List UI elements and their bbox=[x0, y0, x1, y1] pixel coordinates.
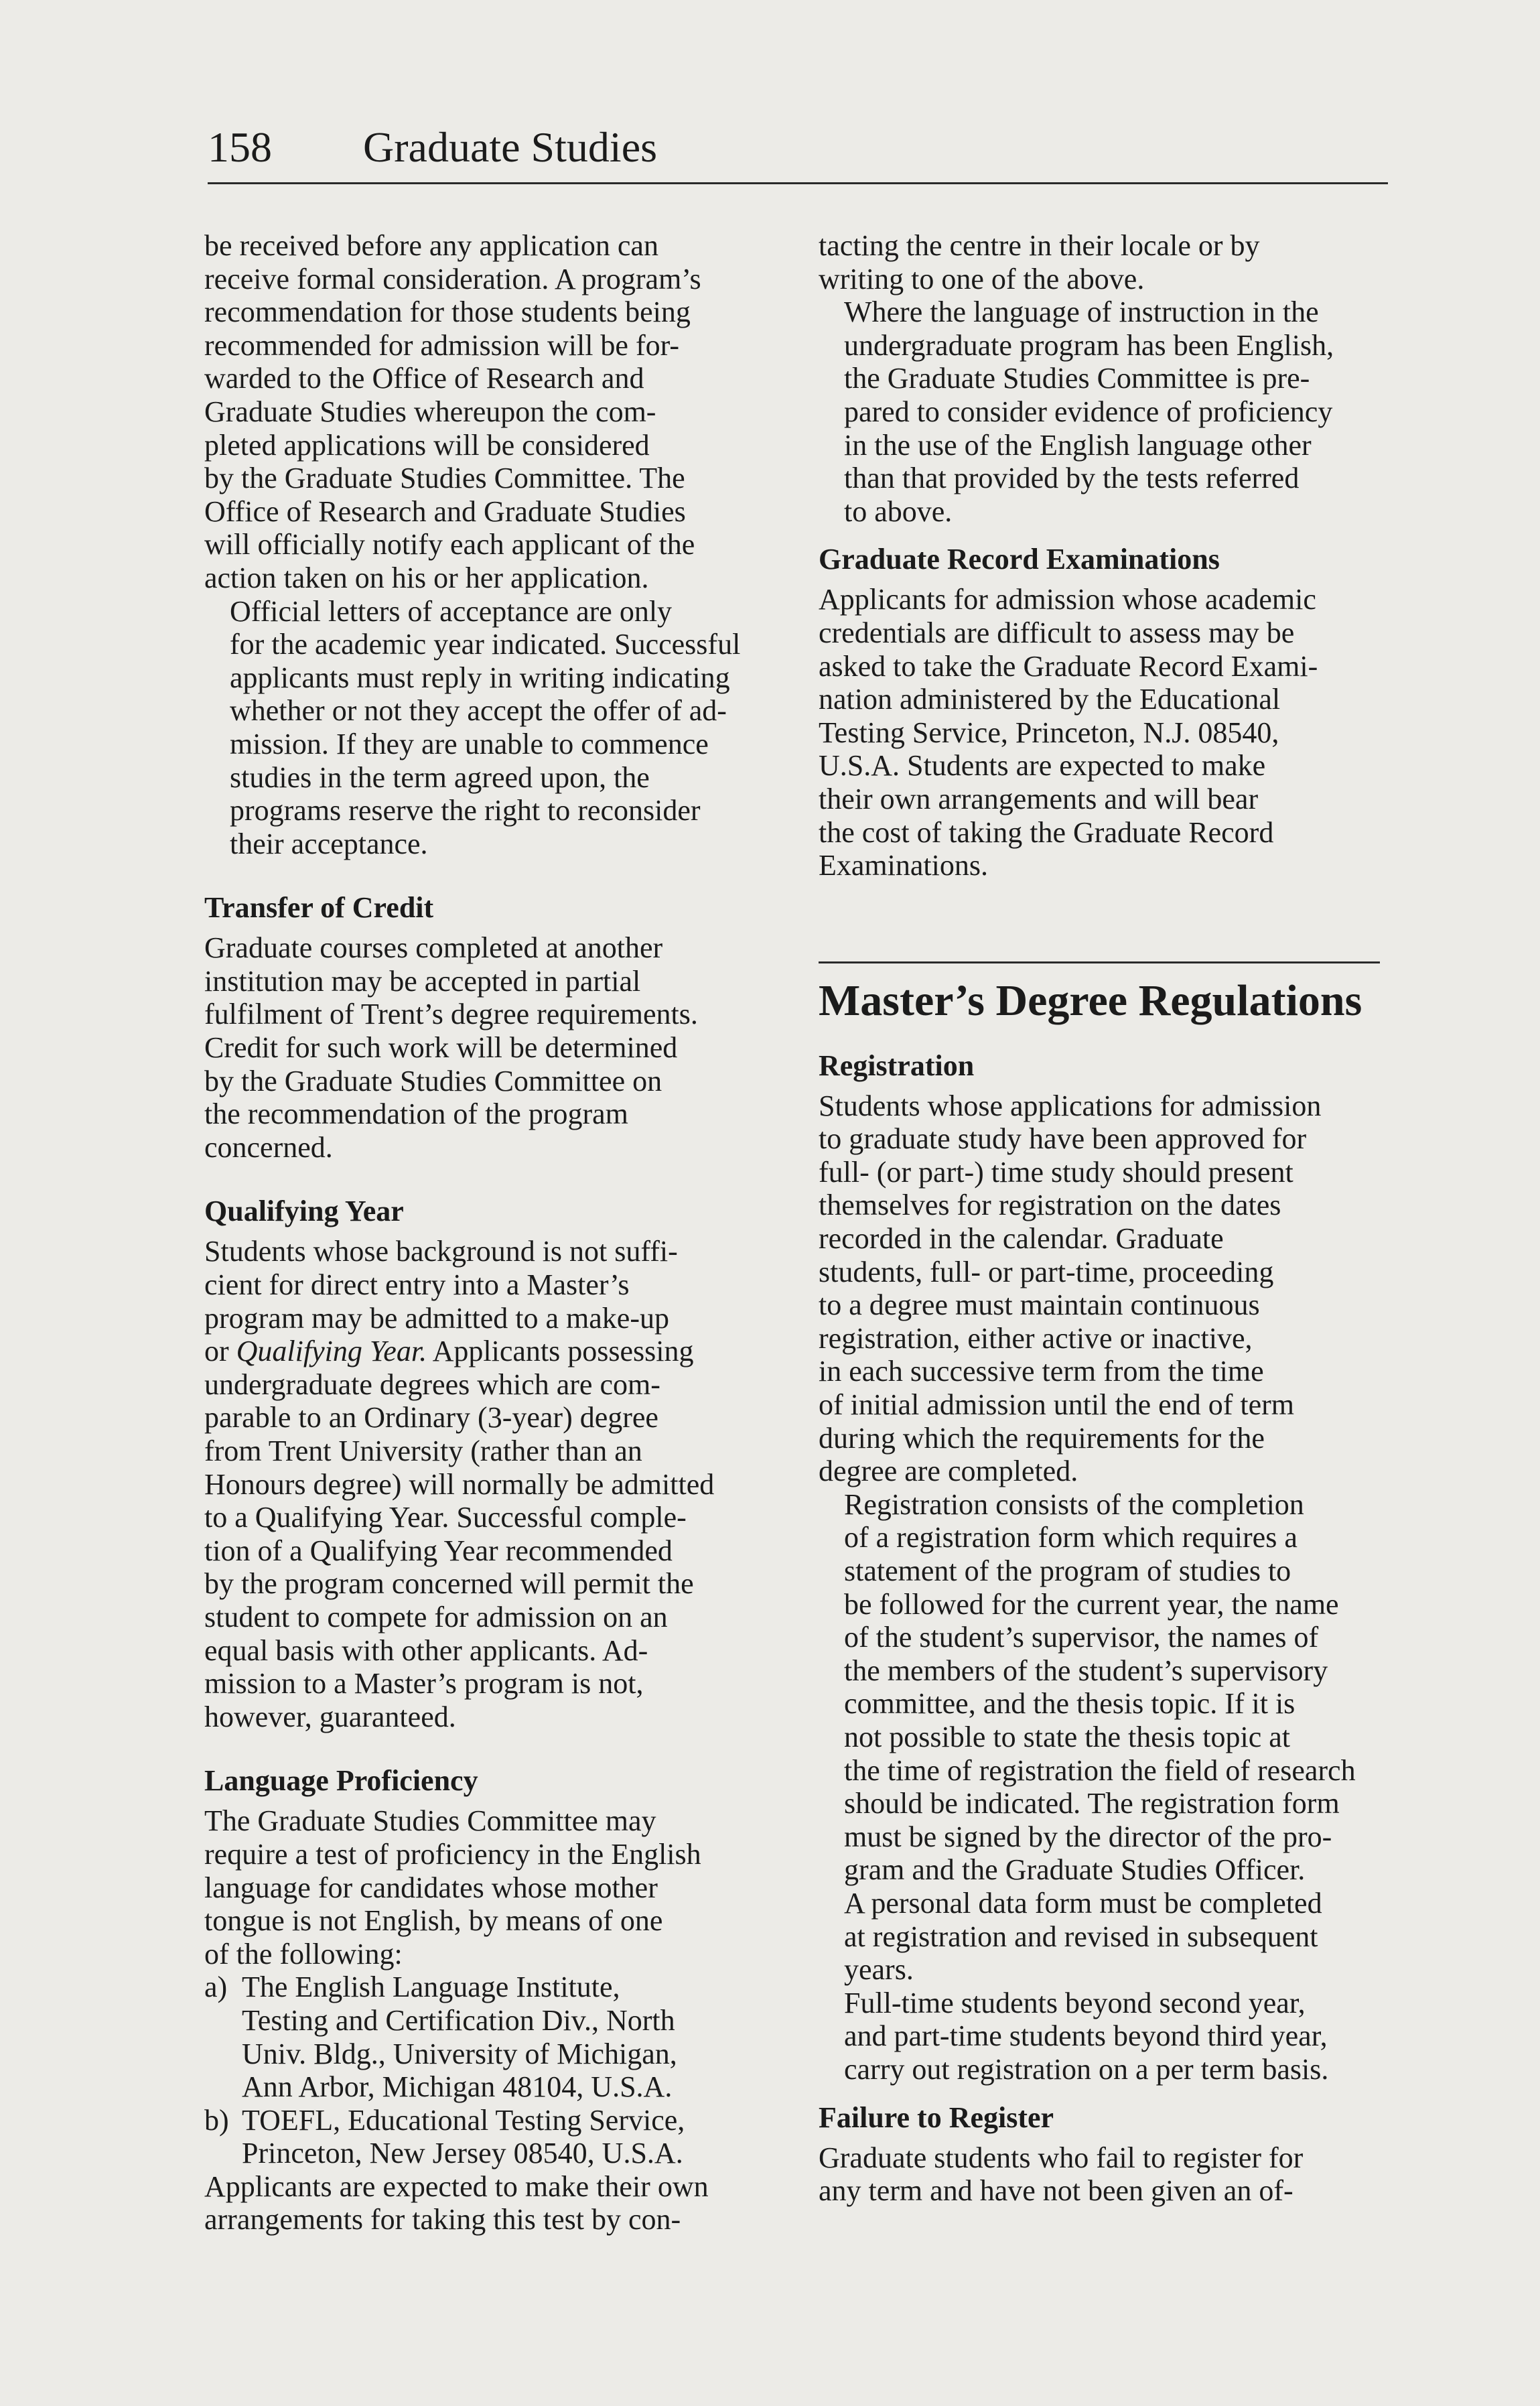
text-line: at registration and revised in subsequent bbox=[844, 1920, 1318, 1953]
text-line: Applicants for admission whose academic bbox=[819, 583, 1316, 616]
text-line: in each successive term from the time bbox=[819, 1355, 1264, 1388]
text-line: student to compete for admission on an bbox=[204, 1600, 668, 1633]
text-line: Applicants are expected to make their own bbox=[204, 2169, 709, 2203]
header-rule bbox=[208, 182, 1388, 184]
text-line: Univ. Bldg., University of Michigan, bbox=[242, 2037, 677, 2070]
text-line: statement of the program of studies to bbox=[844, 1554, 1291, 1587]
text-line: undergraduate program has been English, bbox=[844, 328, 1334, 362]
text-line: language for candidates whose mother bbox=[204, 1871, 658, 1904]
text-line: Students whose applications for admission bbox=[819, 1089, 1322, 1122]
text-line: mission. If they are unable to commence bbox=[230, 727, 709, 760]
paragraph bbox=[819, 295, 1401, 528]
text-line: program may be admitted to a make-up bbox=[204, 1301, 669, 1335]
text-line: credentials are difficult to assess may be bbox=[819, 616, 1295, 649]
text-line: gram and the Graduate Studies Officer. bbox=[844, 1853, 1306, 1887]
list-item: a) The English Language Institute, Testing and Certification Div., North Univ. Bldg., University of Michigan, Ann Arbor, Michigan 48104, U.S.A. bbox=[204, 1970, 794, 2103]
text-line: must be signed by the director of the pro- bbox=[844, 1820, 1332, 1853]
text-line: in the use of the English language other bbox=[844, 428, 1312, 462]
heading-transfer-of-credit: Transfer of Credit bbox=[204, 891, 434, 925]
text-line: Graduate Studies whereupon the com- bbox=[204, 395, 656, 428]
text-line: Where the language of instruction in the bbox=[844, 295, 1319, 329]
text-line: arrangements for taking this test by con- bbox=[204, 2203, 681, 2236]
text-line: tongue is not English, by means of one bbox=[204, 1904, 663, 1938]
heading-registration: Registration bbox=[819, 1049, 975, 1082]
text-line: not possible to state the thesis topic at bbox=[844, 1720, 1291, 1753]
text-line: Office of Research and Graduate Studies bbox=[204, 494, 686, 528]
text-line: for the academic year indicated. Successful bbox=[230, 628, 741, 661]
text-line: the recommendation of the program bbox=[204, 1097, 628, 1131]
text-line: themselves for registration on the dates bbox=[819, 1189, 1281, 1222]
list-item: b) TOEFL, Educational Testing Service, Princeton, New Jersey 08540, U.S.A. bbox=[204, 2104, 794, 2170]
text-line: during which the requirements for the bbox=[819, 1421, 1265, 1455]
text-line: pared to consider evidence of proficiency bbox=[844, 395, 1333, 428]
running-head: Graduate Studies bbox=[363, 123, 657, 171]
text-line: Graduate students who fail to register for bbox=[819, 2141, 1304, 2174]
text-line: whether or not they accept the offer of ad- bbox=[230, 694, 727, 728]
text-line: mission to a Master’s program is not, bbox=[204, 1667, 644, 1700]
text-line: Full-time students beyond second year, bbox=[844, 1986, 1306, 2019]
heading-graduate-record-examinations: Graduate Record Examinations bbox=[819, 543, 1220, 576]
paragraph bbox=[204, 1804, 794, 1970]
text-line: Registration consists of the completion bbox=[844, 1487, 1304, 1521]
text-line: A personal data form must be completed bbox=[844, 1886, 1322, 1920]
text-line: carry out registration on a per term basis. bbox=[844, 2052, 1329, 2086]
heading-qualifying-year: Qualifying Year bbox=[204, 1195, 404, 1228]
text-line: and part-time students beyond third year, bbox=[844, 2019, 1328, 2053]
text-line: full- (or part-) time study should present bbox=[819, 1155, 1293, 1189]
text-line: writing to one of the above. bbox=[819, 262, 1145, 295]
text-line: Princeton, New Jersey 08540, U.S.A. bbox=[242, 2137, 683, 2170]
text-line: fulfilment of Trent’s degree requirements. bbox=[204, 998, 698, 1031]
text-line: asked to take the Graduate Record Exami- bbox=[819, 649, 1318, 683]
paragraph bbox=[819, 229, 1401, 295]
text-line: registration, either active or inactive, bbox=[819, 1321, 1253, 1355]
emphasis: Qualifying Year. bbox=[236, 1335, 427, 1368]
text-line: studies in the term agreed upon, the bbox=[230, 760, 650, 794]
text-line: of the following: bbox=[204, 1937, 403, 1970]
text-line: any term and have not been given an of- bbox=[819, 2174, 1293, 2208]
heading-failure-to-register: Failure to Register bbox=[819, 2100, 1054, 2134]
text-line: Honours degree) will normally be admitted bbox=[204, 1467, 715, 1501]
text-line: be received before any application can bbox=[204, 229, 658, 262]
text-line: of initial admission until the end of term bbox=[819, 1388, 1294, 1422]
text-line: than that provided by the tests referred bbox=[844, 462, 1300, 495]
text-line: action taken on his or her application. bbox=[204, 561, 649, 594]
page-number: 158 bbox=[208, 123, 272, 171]
text-line: their own arrangements and will bear bbox=[819, 782, 1259, 815]
text-line: programs reserve the right to reconsider bbox=[230, 794, 701, 827]
text-line: by the Graduate Studies Committee on bbox=[204, 1064, 662, 1097]
text-line: degree are completed. bbox=[819, 1455, 1078, 1488]
text-line: pleted applications will be considered bbox=[204, 428, 650, 462]
text-line: warded to the Office of Research and bbox=[204, 362, 644, 395]
text-line: to a Qualifying Year. Successful comple- bbox=[204, 1501, 687, 1534]
text-line: their acceptance. bbox=[230, 827, 428, 860]
text-line: applicants must reply in writing indicating bbox=[230, 661, 730, 694]
text-line: TOEFL, Educational Testing Service, bbox=[242, 2103, 685, 2137]
page-header bbox=[208, 113, 1388, 186]
text-line: the members of the student’s supervisory bbox=[844, 1654, 1328, 1687]
text-line: institution may be accepted in partial bbox=[204, 964, 641, 998]
text-line: The English Language Institute, bbox=[242, 1970, 620, 2004]
paragraph bbox=[204, 595, 794, 861]
text-line: years. bbox=[844, 1953, 914, 1987]
text-line: require a test of proficiency in the English bbox=[204, 1837, 701, 1871]
section-title: Master’s Degree Regulations bbox=[819, 976, 1362, 1025]
text-line: Students whose background is not suffi- bbox=[204, 1235, 678, 1268]
text-line: cient for direct entry into a Master’s bbox=[204, 1268, 630, 1302]
text-line: recommendation for those students being bbox=[204, 295, 691, 329]
text-line: should be indicated. The registration form bbox=[844, 1787, 1340, 1820]
text-line: from Trent University (rather than an bbox=[204, 1434, 642, 1467]
paragraph bbox=[819, 1089, 1401, 1488]
text-line: U.S.A. Students are expected to make bbox=[819, 749, 1266, 783]
paragraph: Students whose background is not suffi- cient for direct entry into a Master’s program may be admitted to a make-up or Qualifying Year. Applicants possessing undergraduate degrees which are com- parable to an Ordinary (3-year) degree from Trent University (rather than an Honours degree) will normally be admitted to a Qualifying Year. Successful comple- tion of a Qualifying Year recommended by the program concerned will permit the student to compete for admission on an equal basis with other applicants. Ad- mission to a Master’s program is not, however, guaranteed. bbox=[204, 1235, 794, 1733]
text-line: parable to an Ordinary (3-year) degree bbox=[204, 1401, 658, 1434]
text-line: Official letters of acceptance are only bbox=[230, 594, 673, 628]
paragraph bbox=[819, 2141, 1401, 2208]
text-line: to graduate study have been approved for bbox=[819, 1122, 1307, 1156]
text-line: undergraduate degrees which are com- bbox=[204, 1367, 660, 1401]
text-line: Examinations. bbox=[819, 849, 988, 882]
paragraph bbox=[819, 1987, 1401, 2086]
paragraph bbox=[204, 931, 794, 1164]
text-line: students, full- or part-time, proceeding bbox=[819, 1255, 1274, 1288]
text-line: committee, and the thesis topic. If it is bbox=[844, 1687, 1296, 1721]
text-line: by the program concerned will permit the bbox=[204, 1567, 694, 1601]
text-line: receive formal consideration. A program’s bbox=[204, 262, 701, 295]
text-line: Credit for such work will be determined bbox=[204, 1031, 678, 1065]
text-line: Testing and Certification Div., North bbox=[242, 2003, 675, 2037]
paragraph bbox=[204, 229, 794, 595]
text-line: recommended for admission will be for- bbox=[204, 328, 680, 362]
text-line: will officially notify each applicant of the bbox=[204, 528, 695, 561]
text-line: by the Graduate Studies Committee. The bbox=[204, 462, 685, 495]
text-line: the cost of taking the Graduate Record bbox=[819, 815, 1274, 849]
text-line: Graduate courses completed at another bbox=[204, 931, 663, 965]
left-column bbox=[204, 229, 794, 2236]
text-line: tion of a Qualifying Year recommended bbox=[204, 1534, 673, 1567]
text-line: to above. bbox=[844, 494, 953, 528]
text-line: equal basis with other applicants. Ad- bbox=[204, 1633, 648, 1667]
text-line: be followed for the current year, the name bbox=[844, 1587, 1339, 1621]
paragraph bbox=[819, 583, 1401, 882]
text-line: nation administered by the Educational bbox=[819, 683, 1281, 716]
text-line: of the student’s supervisor, the names of bbox=[844, 1621, 1319, 1654]
text-line: tacting the centre in their locale or by bbox=[819, 229, 1260, 262]
text-line: the Graduate Studies Committee is pre- bbox=[844, 362, 1310, 395]
right-column bbox=[819, 229, 1401, 2208]
heading-language-proficiency: Language Proficiency bbox=[204, 1764, 478, 1798]
text-line: The Graduate Studies Committee may bbox=[204, 1804, 656, 1838]
text-line: Ann Arbor, Michigan 48104, U.S.A. bbox=[242, 2070, 673, 2104]
paragraph bbox=[819, 1488, 1401, 1887]
paragraph bbox=[819, 1887, 1401, 1987]
text-line: Testing Service, Princeton, N.J. 08540, bbox=[819, 716, 1279, 749]
text-line: concerned. bbox=[204, 1130, 333, 1164]
text-line: however, guaranteed. bbox=[204, 1700, 456, 1733]
paragraph bbox=[204, 2170, 794, 2236]
text-line: recorded in the calendar. Graduate bbox=[819, 1222, 1224, 1256]
text-line: the time of registration the field of research bbox=[844, 1753, 1356, 1787]
text-line: to a degree must maintain continuous bbox=[819, 1288, 1260, 1322]
text-line: of a registration form which requires a bbox=[844, 1521, 1298, 1554]
